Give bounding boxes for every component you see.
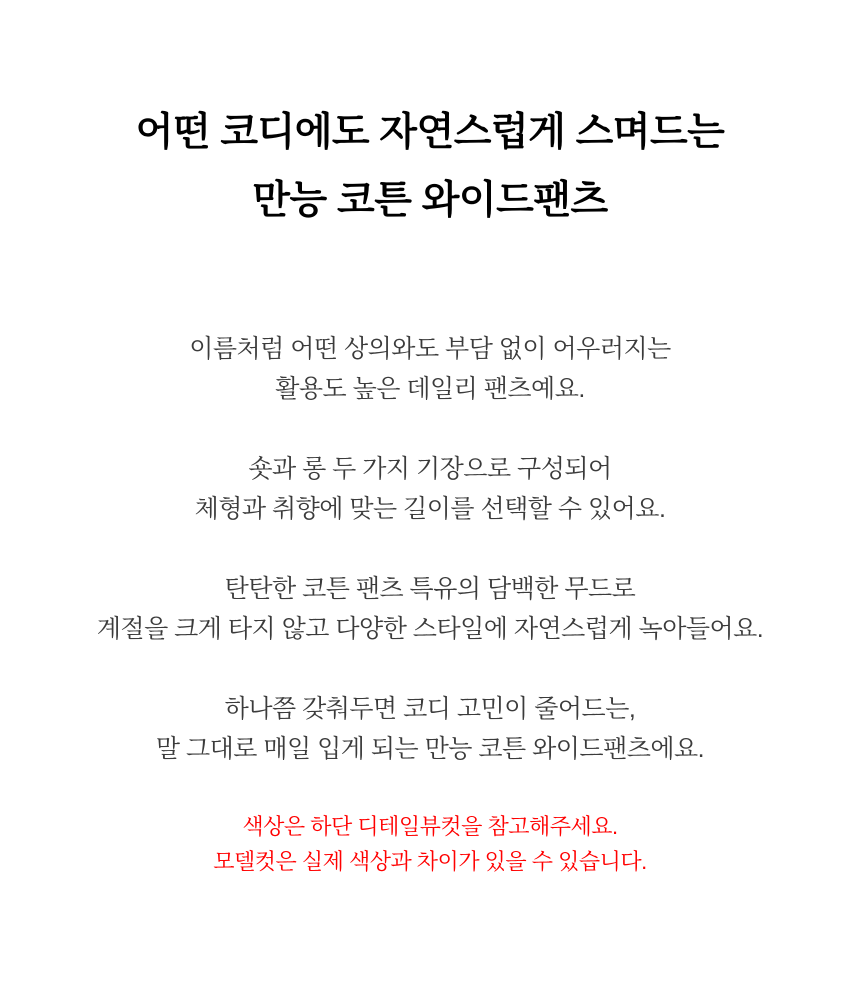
paragraph-line: 이름처럼 어떤 상의와도 부담 없이 어우러지는 xyxy=(189,335,671,363)
paragraph-line: 숏과 롱 두 가지 기장으로 구성되어 xyxy=(248,455,612,483)
product-headline xyxy=(0,99,860,235)
paragraph-line: 계절을 크게 타지 않고 다양한 스타일에 자연스럽게 녹아들어요. xyxy=(96,615,764,643)
paragraph-line: 체형과 취향에 맞는 길이를 선택할 수 있어요. xyxy=(194,495,666,523)
notice-line-2: 모델컷은 실제 색상과 차이가 있을 수 있습니다. xyxy=(213,849,647,874)
paragraph-line: 하나쯤 갖춰두면 코디 고민이 줄어드는, xyxy=(224,695,636,723)
paragraph-line: 말 그대로 매일 입게 되는 만능 코튼 와이드팬츠에요. xyxy=(155,735,705,763)
product-description xyxy=(0,329,860,769)
description-paragraph-1 xyxy=(0,329,860,409)
description-paragraph-3 xyxy=(0,569,860,649)
color-notice xyxy=(0,809,860,879)
headline-line-1: 어떤 코디에도 자연스럽게 스며드는 xyxy=(135,111,725,154)
paragraph-line: 활용도 높은 데일리 팬츠예요. xyxy=(275,375,585,403)
description-paragraph-2 xyxy=(0,449,860,529)
paragraph-line: 탄탄한 코튼 팬츠 특유의 담백한 무드로 xyxy=(224,575,636,603)
notice-line-1: 색상은 하단 디테일뷰컷을 참고해주세요. xyxy=(242,814,618,839)
description-paragraph-4 xyxy=(0,689,860,769)
headline-line-2: 만능 코튼 와이드팬츠 xyxy=(252,179,608,222)
